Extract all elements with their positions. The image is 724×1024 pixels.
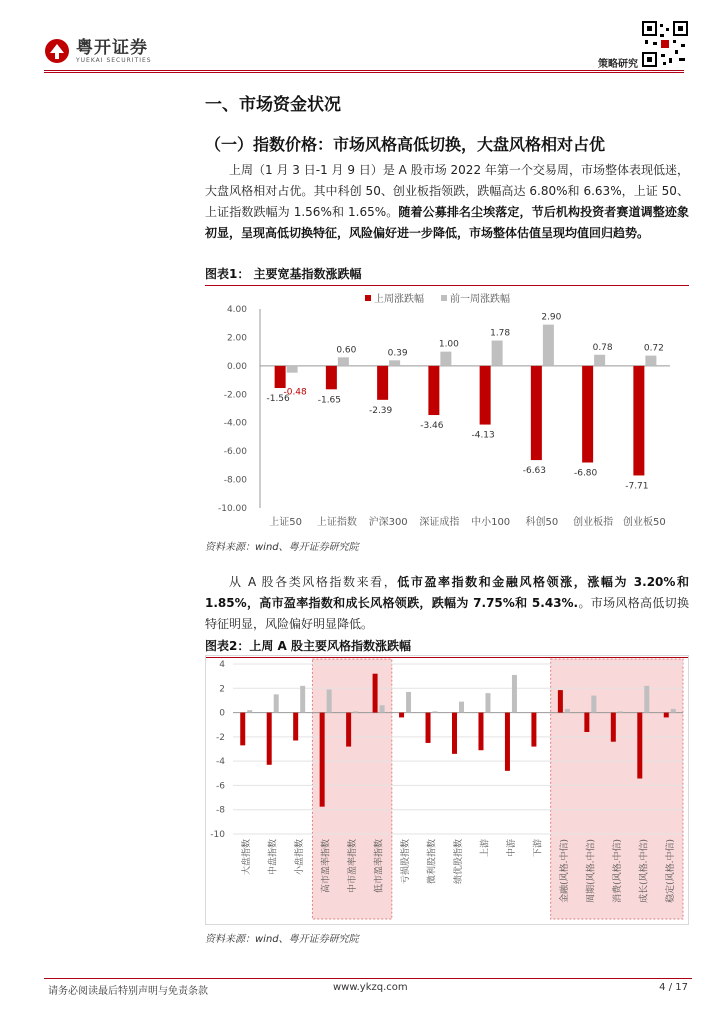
bar-prev xyxy=(618,711,623,712)
company-logo xyxy=(44,38,152,64)
paragraph-2 xyxy=(205,572,689,635)
bar-current xyxy=(267,713,272,765)
legend-label-current: 上周涨跌幅 xyxy=(374,294,424,305)
bar-prev xyxy=(389,360,400,366)
bar-current xyxy=(320,713,325,807)
footer-rule xyxy=(44,978,692,979)
data-label-prev: 0.39 xyxy=(387,348,408,359)
y-tick-label: -2 xyxy=(216,732,225,743)
bar-current xyxy=(478,713,483,751)
x-tick-label: 高市盈率指数 xyxy=(321,839,332,894)
x-tick-label: 绩优股指数 xyxy=(454,839,464,885)
data-label-current: -3.46 xyxy=(420,421,444,432)
bar-prev xyxy=(591,696,596,713)
data-label-current: -6.80 xyxy=(573,468,598,479)
y-tick-label: 4.00 xyxy=(226,305,247,315)
subsection-heading: （一）指数价格：市场风格高低切换，大盘风格相对占优 xyxy=(205,135,606,154)
page-number: 4 / 17 xyxy=(659,982,688,993)
bar-prev xyxy=(327,690,332,713)
logo-mark-icon xyxy=(44,38,70,64)
bar-prev xyxy=(380,705,385,712)
legend-swatch-prev xyxy=(441,295,447,301)
bar-prev xyxy=(594,355,605,366)
data-label-prev: 1.00 xyxy=(438,339,459,350)
bar-current xyxy=(480,366,491,425)
data-label-current: -6.63 xyxy=(522,466,547,477)
paragraph-1-text: 上周（1 月 3 日-1 月 9 日）是 A 股市场 2022 年第一个交易周，市场整体表现低迷，大盘风格相对占优。其中科创 50、创业板指领跌，跌幅高达 6.80%和 6.63%，上证 50、上证指数跌幅为 1.56%和 1.65%。 xyxy=(205,163,689,219)
x-tick-label: 微利股指数 xyxy=(427,839,438,885)
bar-current xyxy=(637,713,642,779)
bar-prev xyxy=(274,694,279,712)
bar-prev xyxy=(645,356,656,366)
figure-1-title: 图表1： 主要宽基指数涨跌幅 xyxy=(205,265,689,286)
data-label-current: -1.56 xyxy=(266,394,290,405)
y-tick-label: -2.00 xyxy=(223,390,247,401)
x-tick-label: 消费(风格.中信) xyxy=(612,839,623,903)
bar-current xyxy=(452,713,457,754)
data-label-prev: 0.72 xyxy=(643,343,664,354)
y-tick-label: 0.00 xyxy=(226,361,247,372)
paragraph-1 xyxy=(205,160,689,244)
x-tick-label: 创业板指 xyxy=(573,517,614,528)
bar-current xyxy=(373,674,378,713)
x-tick-label: 上证指数 xyxy=(316,517,357,528)
bar-current xyxy=(326,366,337,389)
data-label-current: -2.39 xyxy=(368,405,393,416)
bar-prev xyxy=(565,709,570,713)
x-tick-label: 上证50 xyxy=(269,517,302,528)
figure-2-source: 资料来源：wind、粤开证券研究院 xyxy=(205,934,359,945)
x-tick-label: 金融(风格.中信) xyxy=(559,839,570,903)
data-label-prev: 0.60 xyxy=(336,345,357,356)
bar-prev xyxy=(406,692,411,713)
figure-1-source: 资料来源：wind、粤开证券研究院 xyxy=(205,542,359,553)
logo-text-cn: 粤开证券 xyxy=(76,37,148,58)
data-label-prev: 1.78 xyxy=(490,328,511,339)
y-tick-label: 2.00 xyxy=(226,333,247,344)
bar-current xyxy=(611,713,616,742)
chart-style-index-returns xyxy=(205,655,689,925)
section-heading: 一、市场资金状况 xyxy=(205,95,341,115)
y-tick-label: -4 xyxy=(216,757,225,768)
figure-2-title: 图表2：上周 A 股主要风格指数涨跌幅 xyxy=(205,637,689,658)
bar-prev xyxy=(492,341,503,366)
bar-current xyxy=(240,713,245,746)
x-tick-label: 成长(风格.中信) xyxy=(639,839,650,903)
x-tick-label: 小盘指数 xyxy=(295,839,306,876)
x-tick-label: 中游 xyxy=(506,839,517,858)
data-label-prev: 0.78 xyxy=(592,342,613,353)
bar-current xyxy=(664,713,669,718)
bar-prev xyxy=(353,711,358,712)
bar-current xyxy=(582,366,593,463)
bar-current xyxy=(428,366,439,415)
bar-current xyxy=(293,713,298,741)
x-tick-label: 科创50 xyxy=(525,517,559,528)
bar-prev xyxy=(247,710,252,712)
x-tick-label: 中市盈率指数 xyxy=(348,839,359,894)
data-label-prev: -0.48 xyxy=(283,387,307,398)
data-label-prev: 2.90 xyxy=(541,312,562,323)
y-tick-label: 2 xyxy=(219,684,225,695)
y-tick-label: -4.00 xyxy=(223,418,247,429)
x-tick-label: 沪深300 xyxy=(368,517,408,528)
legend xyxy=(365,292,510,305)
x-tick-label: 低市盈率指数 xyxy=(374,839,385,894)
footer-disclaimer: 请务必阅读最后特别声明与免责条款 xyxy=(48,986,208,997)
bar-prev xyxy=(300,686,305,713)
y-tick-label: 4 xyxy=(219,660,225,670)
bar-current xyxy=(633,366,644,476)
x-tick-label: 中小100 xyxy=(471,517,511,528)
qr-code-icon xyxy=(641,20,689,68)
x-tick-label: 大盘指数 xyxy=(242,839,253,876)
paragraph-2-tail: 。市场风格高低切换特征明显，风险偏好明显降低。 xyxy=(205,596,689,631)
bar-current xyxy=(505,713,510,771)
bar-prev xyxy=(512,675,517,713)
bar-prev xyxy=(543,325,554,366)
paragraph-2-bold: 低市盈率指数和金融风格领涨，涨幅为 3.20%和 1.85%，高市盈率指数和成长风格领跌，跌幅为 7.75%和 5.43%. xyxy=(205,575,689,610)
bar-prev xyxy=(485,693,490,712)
x-tick-label: 下游 xyxy=(533,839,544,858)
y-tick-label: -8.00 xyxy=(223,475,247,486)
bar-current xyxy=(399,713,404,718)
bar-prev xyxy=(440,352,451,366)
bar-prev xyxy=(671,709,676,713)
bar-current xyxy=(275,366,286,388)
bar-current xyxy=(584,713,589,732)
bar-current xyxy=(531,713,536,747)
data-label-current: -7.71 xyxy=(625,481,649,492)
y-tick-label: -6 xyxy=(216,781,225,792)
header-rule xyxy=(44,70,684,71)
bar-prev xyxy=(433,711,438,712)
paragraph-2-lead: 从 A 股各类风格指数来看， xyxy=(229,575,398,589)
section-tag: 策略研究 xyxy=(598,59,638,70)
bar-current xyxy=(558,690,563,712)
x-tick-label: 稳定(风格.中信) xyxy=(665,839,676,903)
logo-text-en: YUEKAI SECURITIES xyxy=(76,56,152,64)
paragraph-1-bold: 随着公募排名尘埃落定，节后机构投资者赛道调整迹象初显，呈现高低切换特征，风险偏好进一步降低，市场整体估值呈现均值回归趋势。 xyxy=(205,205,689,240)
bar-current xyxy=(426,713,431,743)
legend-swatch-current xyxy=(365,295,371,301)
y-tick-label: 0 xyxy=(219,708,225,719)
bar-prev xyxy=(459,702,464,713)
y-tick-label: -8 xyxy=(216,805,225,816)
bar-prev xyxy=(644,686,649,713)
bar-prev xyxy=(338,357,349,366)
bar-prev xyxy=(287,366,298,373)
legend-label-prev: 前一周涨跌幅 xyxy=(450,294,510,305)
x-tick-label: 周期(风格.中信) xyxy=(586,839,597,903)
data-label-current: -1.65 xyxy=(317,395,342,406)
bar-current xyxy=(346,713,351,747)
x-tick-label: 创业板50 xyxy=(623,517,666,528)
x-tick-label: 上游 xyxy=(480,839,491,858)
x-tick-label: 中盘指数 xyxy=(268,839,279,876)
x-tick-label: 亏损股指数 xyxy=(401,839,412,885)
data-label-current: -4.13 xyxy=(471,430,495,441)
y-tick-label: -10 xyxy=(210,830,225,840)
footer-url[interactable]: www.ykzq.com xyxy=(333,982,408,993)
y-tick-label: -10.00 xyxy=(217,504,247,514)
bar-current xyxy=(377,366,388,400)
bar-current xyxy=(531,366,542,460)
header-rule-secondary xyxy=(44,72,684,73)
x-tick-label: 深证成指 xyxy=(419,517,460,528)
y-tick-label: -6.00 xyxy=(223,447,247,458)
chart-broad-index-returns xyxy=(205,285,689,535)
